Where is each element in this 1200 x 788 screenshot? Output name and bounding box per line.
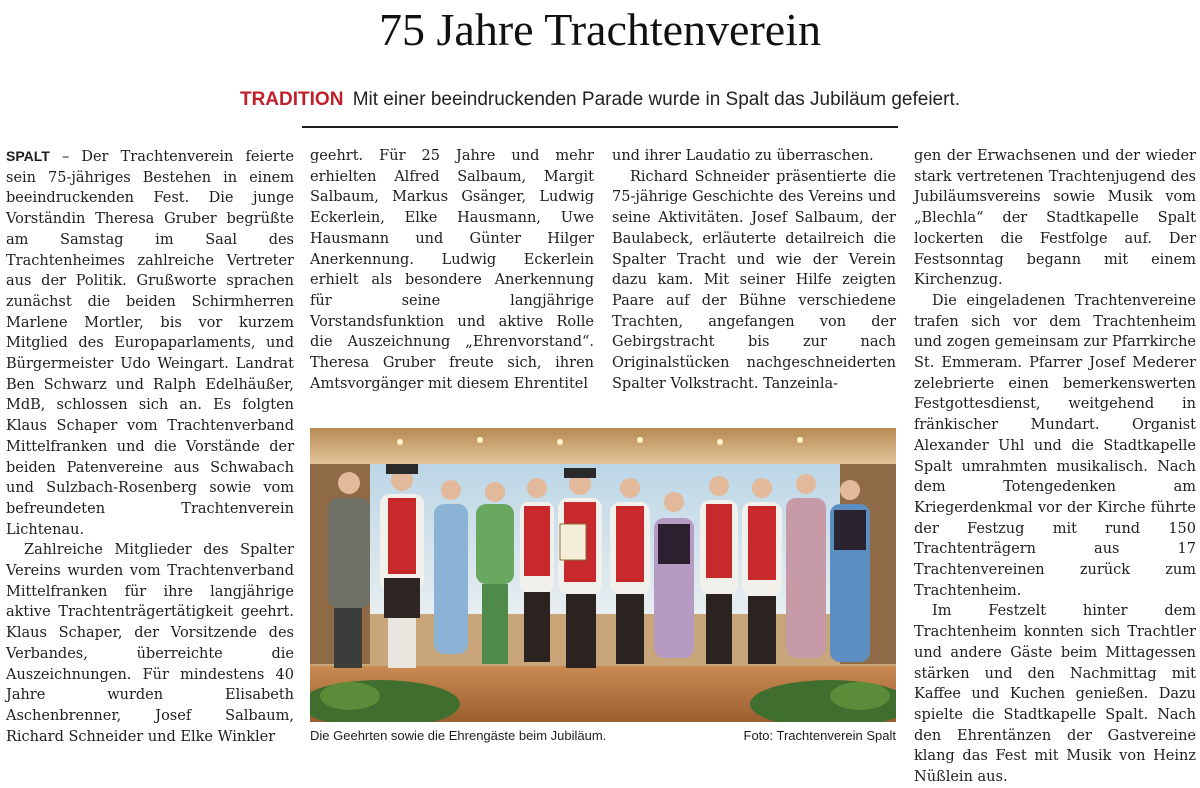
article-headline: 75 Jahre Trachtenverein	[379, 4, 821, 55]
kicker-label: TRADITION	[239, 89, 344, 110]
paragraph: und ihrer Laudatio zu überraschen.	[612, 148, 874, 164]
paragraph: Im Festzelt hinter dem Trachtenheim konnten sich Trachtler und andere Gäste beim Mittagessen stärken und den Nachmittag mit Kaffee und Kuchen genießen. Dazu spielte die Stadtkapelle Spalt. Nach den Ehrentänzen der Gastvereine klang das Fest mit Musik von Heinz Nüßlein aus.	[914, 603, 1196, 786]
text-column-4	[914, 146, 1196, 788]
headline-divider	[302, 126, 898, 128]
dateline: SPALT	[6, 148, 50, 164]
photo-credit: Foto: Trachtenverein Spalt	[743, 728, 896, 743]
paragraph: gen der Erwachsenen und der wieder stark vertretenen Trachtenjugend des Jubiläumsvereins sowie Musik vom „Blechla“ der Stadtkapelle Spalt lockerten die Festfolge auf. Der Festsonntag begann mit einem Kirchenzug.	[914, 148, 1196, 289]
group-photo-image	[310, 428, 896, 722]
caption-text: Die Geehrten sowie die Ehrengäste beim Jubiläum.	[310, 728, 607, 743]
paragraph: Richard Schneider präsentierte die 75-jährige Geschichte des Vereins und seine Aktivitäten. Josef Salbaum, der Baulabeck, erläuterte detailreich die Spalter Tracht und wie der Verein dazu kam. Mit seiner Hilfe zeigten Paare auf der Bühne verschiedene Trachten, angefangen von der Gebirgstracht bis zur nach Originalstücken nachgeschneiderten Spalter Volkstracht. Tanzeinla-	[612, 168, 896, 392]
paragraph: Zahlreiche Mitglieder des Spalter Vereins wurden vom Trachtenverband Mittelfranken für ihre langjährige aktive Trachtenträgertätigkeit geehrt. Klaus Schaper, der Vorsitzende des Verbandes, überreichte die Auszeichnungen. Für mindestens 40 Jahre wurden Elisabeth Aschenbrenner, Josef Salbaum, Richard Schneider und Elke Winkler	[6, 542, 294, 745]
paragraph-text: – Der Trachtenverein feierte sein 75-jähriges Bestehen in einem beeindruckenden Fest. Die junge Vorständin Theresa Gruber begrüßte am Samstag im Saal des Trachtenheimes zahlreiche Vertreter aus der Politik. Grußworte sprachen zunächst die beiden Schirmherren Marlene Mortler, bis vor kurzem Mitglied des Europaparlaments, und Bürgermeister Udo Weingart. Landrat Ben Schwarz und Ralph Edelhäußer, MdB, schlossen sich an. Es folgten Klaus Schaper vom Trachtenverband Mittelfranken und die Vorstände der beiden Patenvereine aus Schwabach und Sulzbach-Rosenberg sowie vom befreundeten Trachtenverein Lichtenau.	[6, 149, 294, 538]
text-column-3	[612, 146, 896, 394]
subheadline-text: Mit einer beeindruckenden Parade wurde in Spalt das Jubiläum gefeiert.	[352, 89, 961, 110]
group-photo	[310, 428, 896, 722]
paragraph	[6, 146, 294, 540]
text-column-1	[6, 146, 294, 747]
article-subheadline	[0, 88, 1200, 112]
photo-caption	[310, 727, 896, 745]
text-column-2	[310, 146, 594, 394]
paragraph: Die eingeladenen Trachtenvereine trafen sich vor dem Trachtenheim und zogen gemeinsam zur Pfarrkirche St. Emmeram. Pfarrer Josef Mederer zelebrierte einen bemerkenswerten Festgottesdienst, weitgehend in fränkischer Mundart. Organist Alexander Uhl und die Stadtkapelle Spalt umrahmten musikalisch. Nach dem Totengedenken am Kriegerdenkmal vor der Kirche führte der Festzug mit rund 150 Trachtenträgern aus 17 Trachtenvereinen zurück zum Trachtenheim.	[914, 292, 1196, 599]
paragraph: geehrt. Für 25 Jahre und mehr erhielten Alfred Salbaum, Margit Salbaum, Markus Gsänger, Ludwig Eckerlein, Elke Hausmann, Uwe Hausmann und Günter Hilger Anerkennung. Ludwig Eckerlein erhielt als besondere Anerkennung für seine langjährige Vorstandsfunktion und aktive Rolle die Auszeichnung „Ehrenvorstand“. Theresa Gruber freute sich, ihren Amtsvorgänger mit diesem Ehrentitel	[310, 148, 594, 392]
